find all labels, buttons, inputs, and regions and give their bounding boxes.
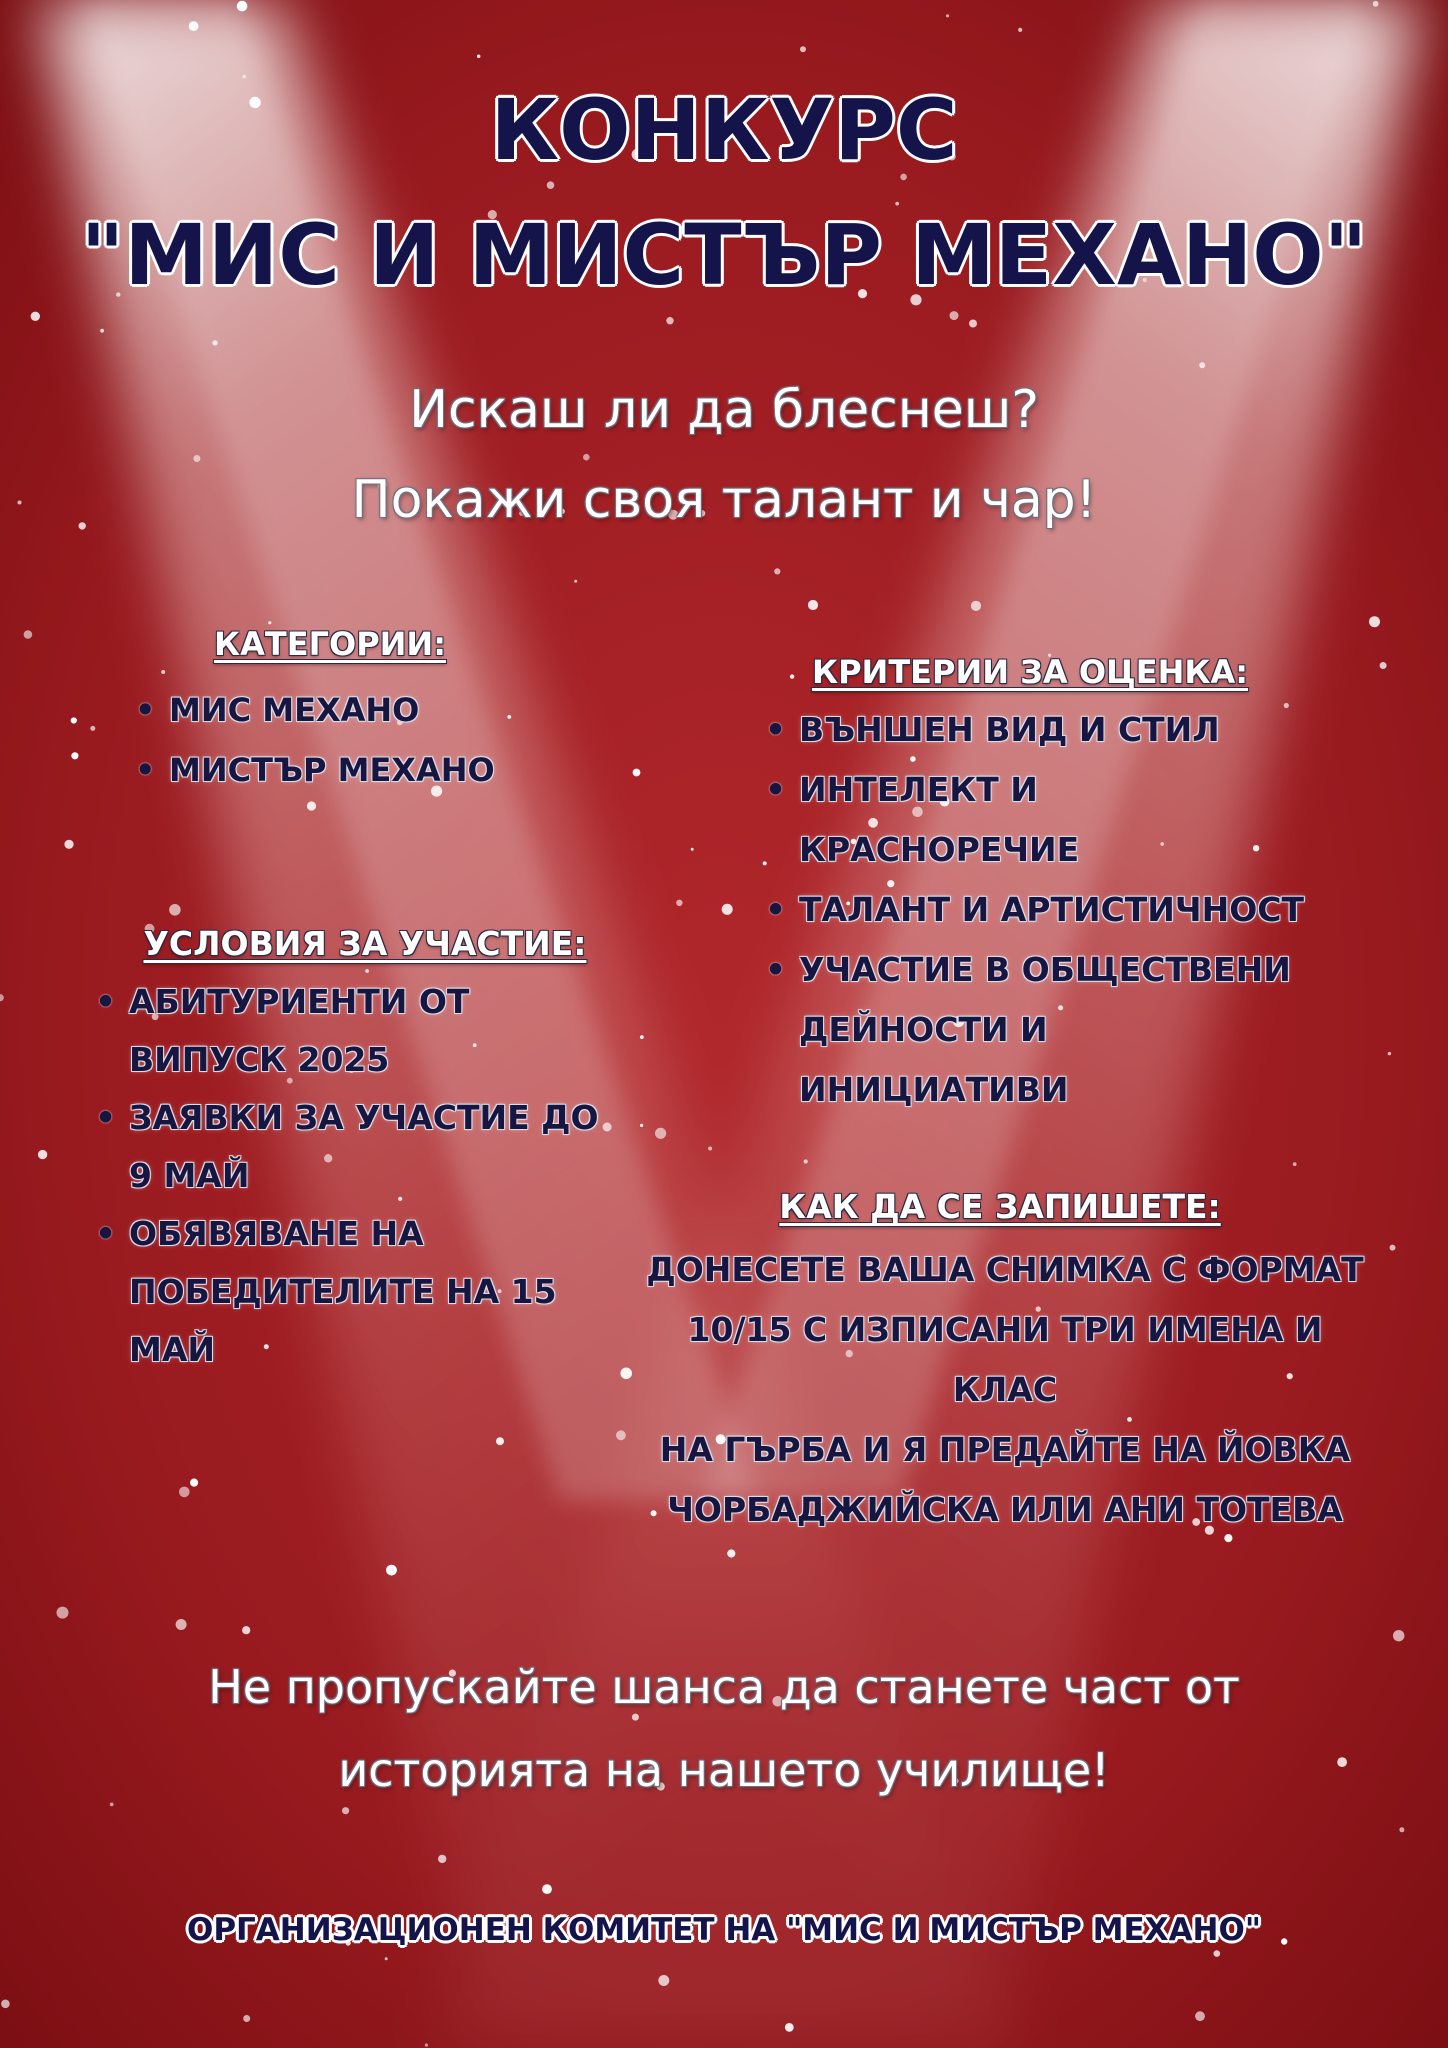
sparkle	[1293, 1162, 1297, 1166]
title-line-2: "МИС И МИСТЪР МЕХАНО"	[80, 206, 1368, 304]
sparkle	[804, 1159, 808, 1163]
sparkle	[71, 752, 78, 759]
sparkle	[1373, 1, 1379, 7]
sparkle	[808, 600, 818, 610]
sparkle	[691, 848, 694, 851]
sparkle	[1199, 362, 1205, 368]
title-line-1: КОНКУРС	[490, 81, 958, 179]
list-item: • МИС МЕХАНО	[135, 680, 655, 740]
list-item: • АБИТУРИЕНТИ ОТ ВИПУСК 2025	[95, 973, 615, 1089]
sparkle	[616, 1430, 626, 1440]
list-item: • ИНТЕЛЕКТ И КРАСНОРЕЧИЕ	[765, 760, 1325, 880]
sparkle	[658, 1975, 669, 1986]
sparkle	[640, 1035, 644, 1039]
sparkle	[1393, 1630, 1404, 1641]
sparkle	[1388, 1052, 1391, 1055]
conditions-heading: УСЛОВИЯ ЗА УЧАСТИЕ:	[143, 924, 587, 963]
sparkle	[722, 904, 733, 915]
sparkle	[386, 1565, 397, 1576]
sparkle	[477, 55, 481, 59]
sparkle	[547, 181, 555, 189]
sparkle	[425, 2044, 428, 2047]
sparkle	[971, 601, 981, 611]
signup-line: 10/15 С ИЗПИСАНИ ТРИ ИМЕНА И КЛАС	[687, 1310, 1323, 1409]
sparkle	[496, 1437, 504, 1445]
sparkle	[193, 455, 200, 462]
list-item: • УЧАСТИЕ В ОБЩЕСТВЕНИ ДЕЙНОСТИ И ИНИЦИАТИВИ	[765, 940, 1325, 1120]
sparkle	[212, 340, 217, 345]
sparkle	[31, 312, 40, 321]
signup-heading: КАК ДА СЕ ЗАПИШЕТЕ:	[779, 1187, 1221, 1226]
sparkle	[666, 317, 673, 324]
sparkle	[71, 717, 77, 723]
sparkle	[57, 1607, 69, 1619]
criteria-list	[765, 700, 1325, 1120]
sparkle	[1, 2000, 10, 2009]
sparkle	[1399, 1827, 1404, 1832]
sparkle	[800, 46, 806, 52]
sparkle	[542, 1884, 552, 1894]
sparkle	[38, 1150, 47, 1159]
sparkle	[727, 1549, 735, 1557]
sparkle	[64, 840, 73, 849]
sparkle	[620, 1368, 632, 1380]
criteria-heading: КРИТЕРИИ ЗА ОЦЕНКА:	[811, 653, 1249, 691]
list-item: • ВЪНШЕН ВИД И СТИЛ	[765, 700, 1325, 760]
signup-line: НА ГЪРБА И Я ПРЕДАЙТЕ НА ЙОВКА	[659, 1430, 1351, 1469]
sparkle	[237, 1, 248, 12]
sparkle	[969, 320, 977, 328]
sparkle	[438, 1855, 446, 1863]
sparkle	[774, 568, 780, 574]
signup-line: ДОНЕСЕТЕ ВАША СНИМКА С ФОРМАТ	[646, 1250, 1364, 1289]
sparkle	[946, 14, 949, 17]
sparkle	[640, 1124, 643, 1127]
sparkle	[1369, 616, 1380, 627]
sparkle	[90, 726, 95, 731]
sparkle	[785, 2023, 794, 2032]
sparkle	[385, 1957, 388, 1960]
tagline-line-1: Искаш ли да блеснеш?	[409, 380, 1039, 440]
signup-line: ЧОРБАДЖИЙСКА ИЛИ АНИ ТОТЕВА	[667, 1490, 1343, 1529]
categories-list	[135, 680, 655, 800]
sparkle	[1018, 28, 1022, 32]
sparkle	[950, 311, 959, 320]
categories-heading: КАТЕГОРИИ:	[213, 625, 446, 663]
sparkle	[1195, 2011, 1205, 2021]
tagline-line-2: Покажи своя талант и чар!	[351, 470, 1097, 530]
sparkle	[176, 1619, 187, 1630]
closing-line-1: Не пропускайте шанса да станете част от	[208, 1660, 1240, 1714]
sparkle	[655, 1128, 666, 1139]
sparkle	[708, 1147, 712, 1151]
sparkle	[574, 580, 577, 583]
list-item: • ТАЛАНТ И АРТИСТИЧНОСТ	[765, 880, 1325, 940]
list-item: • ЗАЯВКИ ЗА УЧАСТИЕ ДО 9 МАЙ	[95, 1089, 615, 1205]
sparkle	[307, 801, 316, 810]
conditions-list	[95, 973, 615, 1379]
sparkle	[242, 75, 246, 79]
sparkle	[169, 904, 181, 916]
sparkle	[790, 674, 794, 678]
sparkle	[189, 21, 199, 31]
sparkle	[676, 900, 682, 906]
signup-instructions	[640, 1240, 1370, 1540]
sparkle	[100, 329, 104, 333]
sparkle	[583, 454, 590, 461]
footer-organizer: ОРГАНИЗАЦИОНЕН КОМИТЕТ НА "МИС И МИСТЪР МЕХАНО"	[186, 1912, 1262, 1948]
sparkle	[179, 1487, 190, 1498]
sparkle	[161, 670, 165, 674]
sparkle	[242, 1626, 250, 1634]
sparkle	[190, 1479, 198, 1487]
closing-line-2: историята на нашето училище!	[338, 1743, 1110, 1797]
sparkle	[1390, 1245, 1396, 1251]
list-item: • МИСТЪР МЕХАНО	[135, 740, 655, 800]
sparkle	[243, 2015, 250, 2022]
sparkle	[1380, 662, 1387, 669]
sparkle	[24, 630, 33, 639]
sparkle	[342, 1807, 349, 1814]
list-item: • ОБЯВЯВАНЕ НА ПОБЕДИТЕЛИТЕ НА 15 МАЙ	[95, 1205, 615, 1379]
